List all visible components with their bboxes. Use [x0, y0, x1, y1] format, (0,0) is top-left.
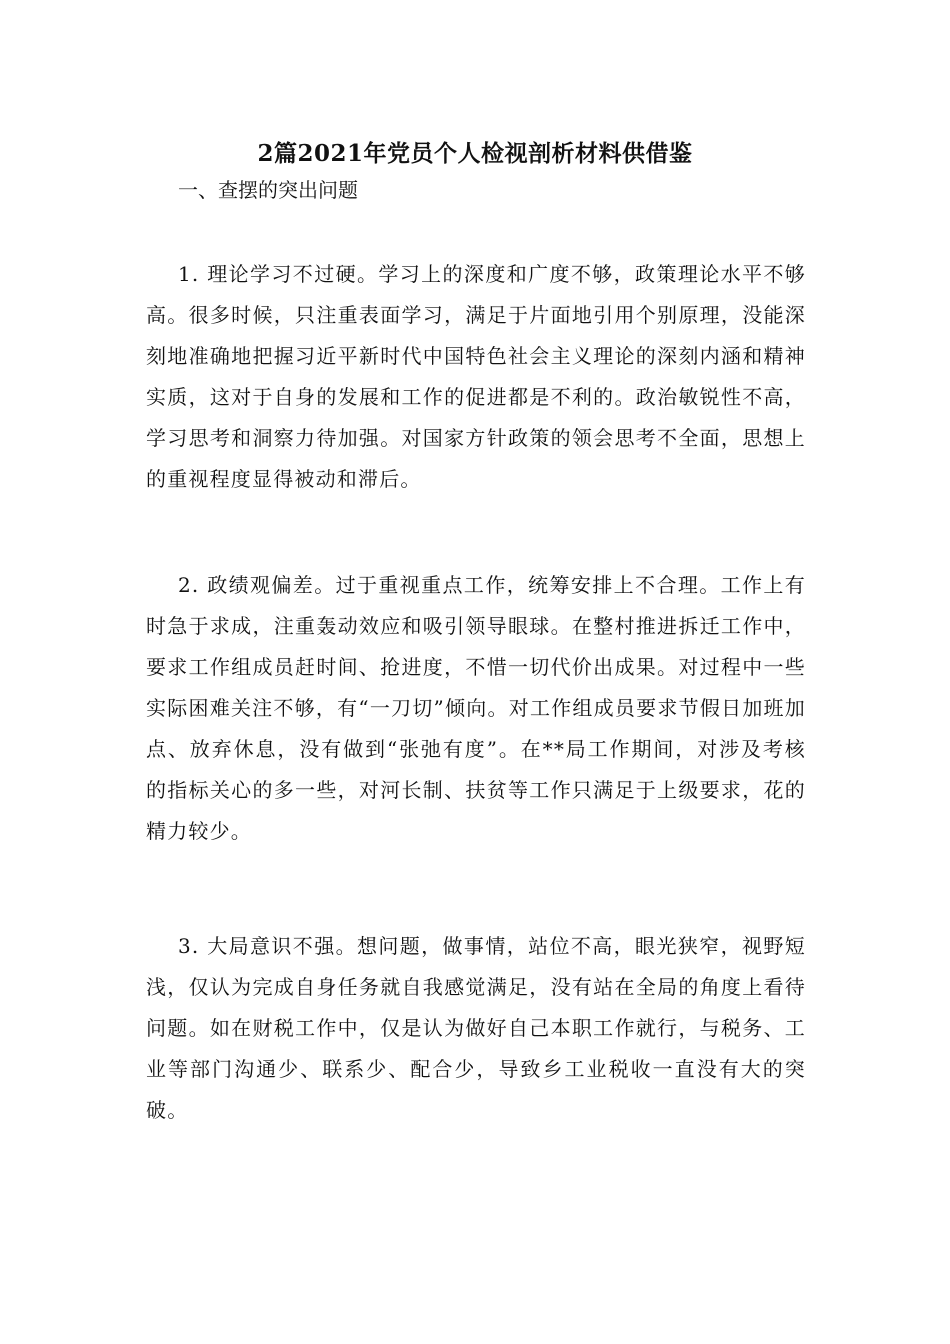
section-heading: 一、查摆的突出问题	[178, 178, 358, 202]
document-title: 2篇2021年党员个人检视剖析材料供借鉴	[257, 140, 693, 167]
paragraph-theory-study: 1. 理论学习不过硬。学习上的深度和广度不够，政策理论水平不够高。很多时候，只注重表面学习，满足于片面地引用个别原理，没能深刻地准确地把握习近平新时代中国特色社会主义理论的深刻内涵和精神实质，这对于自身的发展和工作的促进都是不利的。政治敏锐性不高，学习思考和洞察力待加强。对国家方针政策的领会思考不全面，思想上的重视程度显得被动和滞后。	[146, 262, 806, 491]
paragraph-performance-view: 2. 政绩观偏差。过于重视重点工作，统筹安排上不合理。工作上有时急于求成，注重轰动效应和吸引领导眼球。在整村推进拆迁工作中，要求工作组成员赶时间、抢进度，不惜一切代价出成果。对过程中一些实际困难关注不够，有“一刀切”倾向。对工作组成员要求节假日加班加点、放弃休息，没有做到“张弛有度”。在**局工作期间，对涉及考核的指标关心的多一些，对河长制、扶贫等工作只满足于上级要求，花的精力较少。	[146, 573, 806, 843]
paragraph-overall-awareness: 3. 大局意识不强。想问题，做事情，站位不高，眼光狭窄，视野短浅，仅认为完成自身任务就自我感觉满足，没有站在全局的角度上看待问题。如在财税工作中，仅是认为做好自己本职工作就行，与税务、工业等部门沟通少、联系少、配合少，导致乡工业税收一直没有大的突破。	[146, 934, 806, 1122]
